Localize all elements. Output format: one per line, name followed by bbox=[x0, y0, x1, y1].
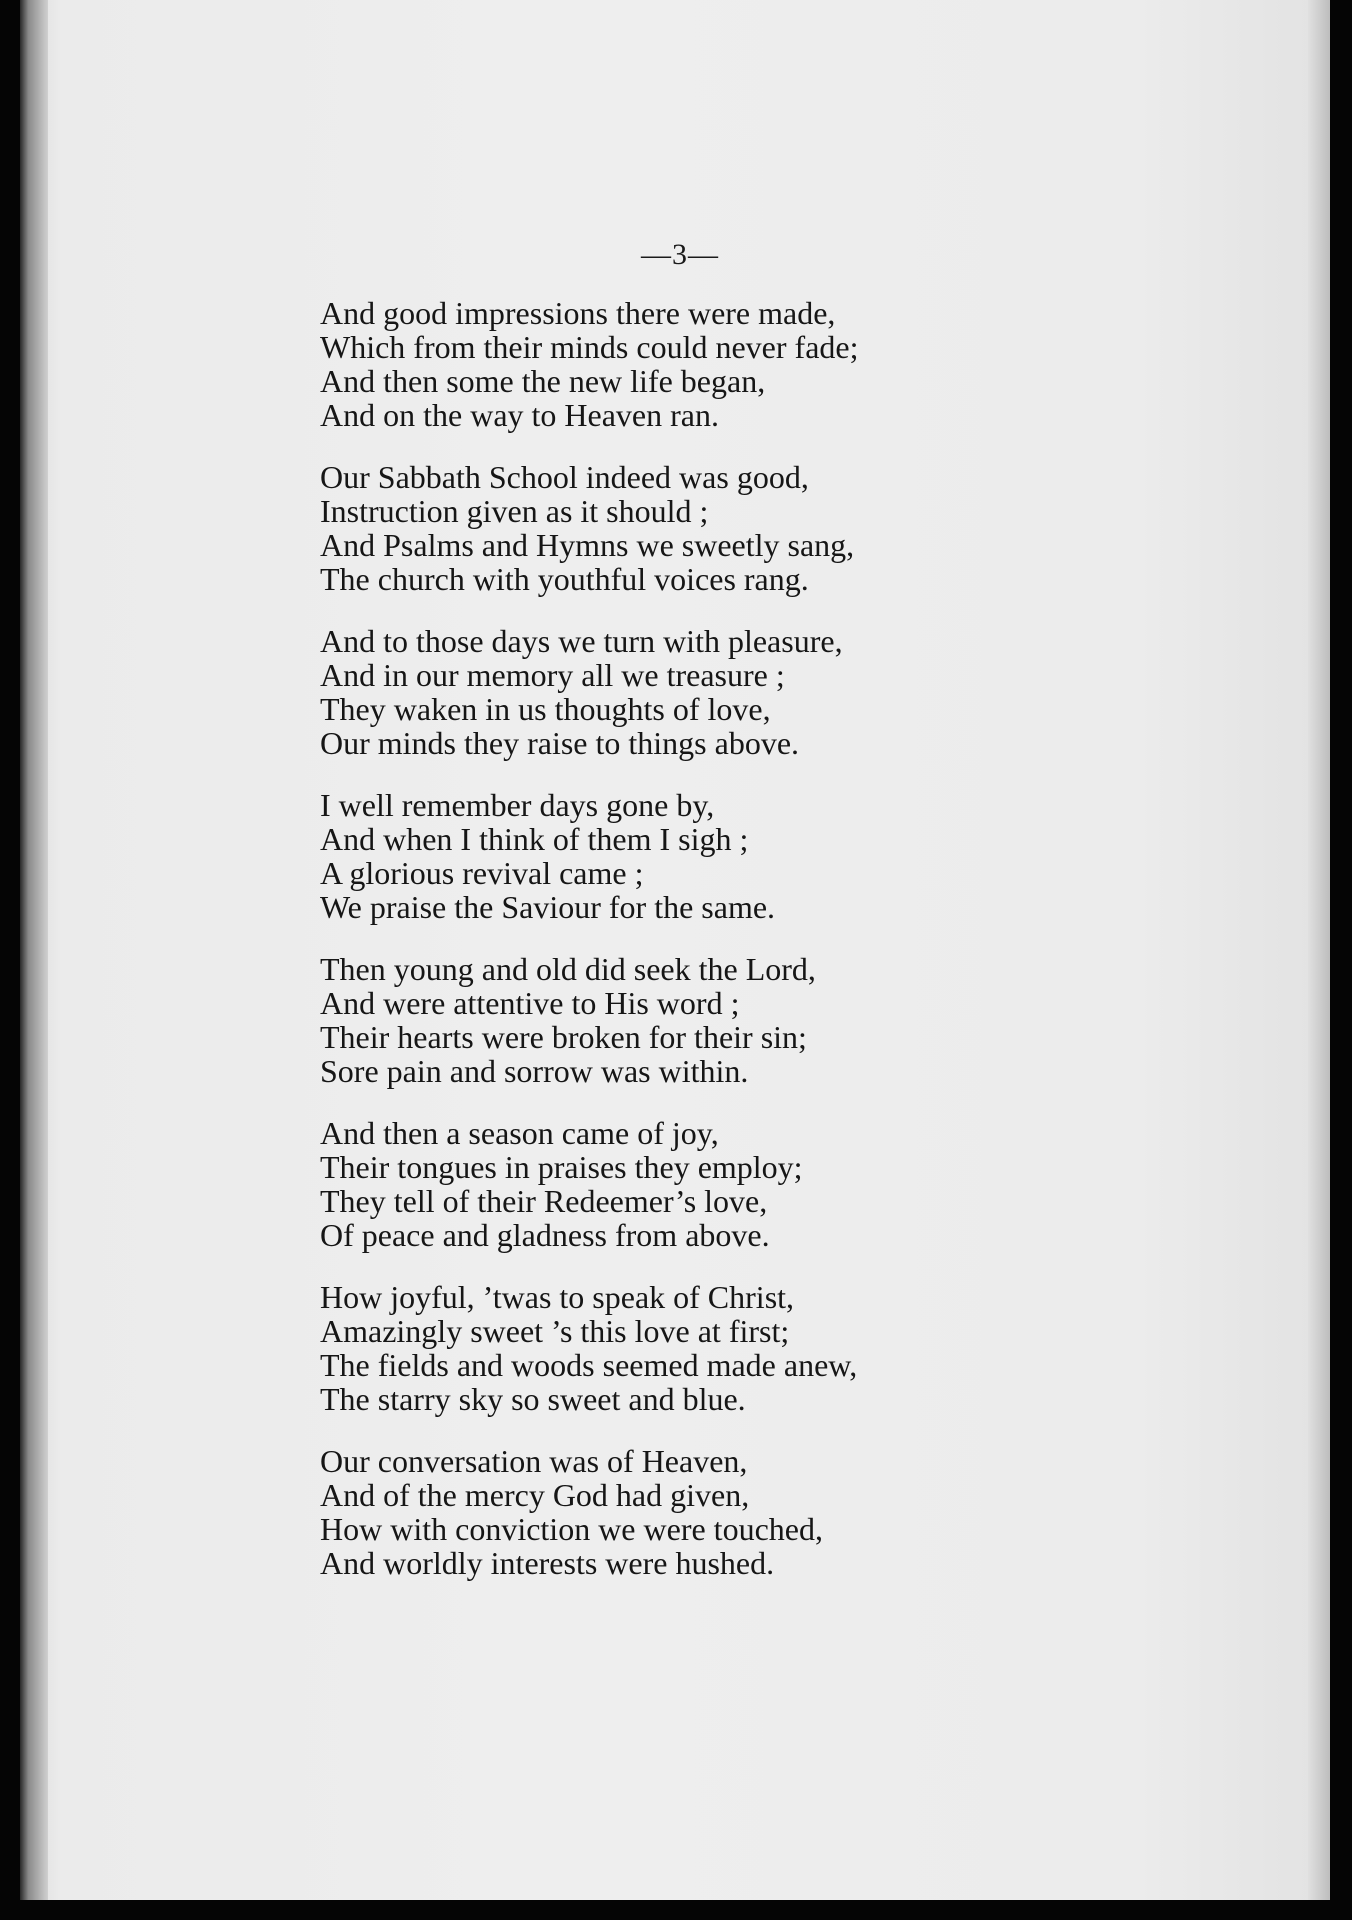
poem-line: Their hearts were broken for their sin; bbox=[320, 1019, 807, 1055]
poem-line: Their tongues in praises they employ; bbox=[320, 1149, 803, 1185]
poem-line: The fields and woods seemed made anew, bbox=[320, 1347, 858, 1383]
poem-line: How joyful, ’twas to speak of Christ, bbox=[320, 1279, 795, 1315]
poem-line: Then young and old did seek the Lord, bbox=[320, 951, 816, 987]
poem-line: And worldly interests were hushed. bbox=[320, 1545, 775, 1581]
poem-line: Instruction given as it should ; bbox=[320, 493, 709, 529]
poem-line: And on the way to Heaven ran. bbox=[320, 397, 719, 433]
page-right-edge bbox=[1308, 0, 1330, 1900]
poem-line: They tell of their Redeemer’s love, bbox=[320, 1183, 768, 1219]
poem-line: Our Sabbath School indeed was good, bbox=[320, 459, 809, 495]
poem-line: And in our memory all we treasure ; bbox=[320, 657, 785, 693]
poem-line: How with conviction we were touched, bbox=[320, 1511, 823, 1547]
book-page bbox=[20, 0, 1330, 1900]
page-number: —3— bbox=[641, 238, 719, 271]
poem-line: We praise the Saviour for the same. bbox=[320, 889, 776, 925]
poem-line: Amazingly sweet ’s this love at first; bbox=[320, 1313, 790, 1349]
poem-line: Our conversation was of Heaven, bbox=[320, 1443, 748, 1479]
poem-line: And of the mercy God had given, bbox=[320, 1477, 750, 1513]
poem-line: And then a season came of joy, bbox=[320, 1115, 719, 1151]
poem-line: And then some the new life began, bbox=[320, 363, 766, 399]
stanza-2 bbox=[320, 460, 1080, 596]
stanza-4 bbox=[320, 788, 1080, 924]
poem-line: Our minds they raise to things above. bbox=[320, 725, 800, 761]
stanza-3 bbox=[320, 624, 1080, 760]
stanza-1 bbox=[320, 296, 1080, 432]
poem-line: I well remember days gone by, bbox=[320, 787, 715, 823]
poem-line: And when I think of them I sigh ; bbox=[320, 821, 749, 857]
poem-line: The church with youthful voices rang. bbox=[320, 561, 809, 597]
stanza-5 bbox=[320, 952, 1080, 1088]
poem-line: And Psalms and Hymns we sweetly sang, bbox=[320, 527, 855, 563]
poem-line: And were attentive to His word ; bbox=[320, 985, 740, 1021]
poem-body bbox=[320, 296, 1080, 1608]
stanza-8 bbox=[320, 1444, 1080, 1580]
poem-line: Which from their minds could never fade; bbox=[320, 329, 859, 365]
poem-line: They waken in us thoughts of love, bbox=[320, 691, 771, 727]
page-spine-shadow bbox=[20, 0, 48, 1900]
poem-line: The starry sky so sweet and blue. bbox=[320, 1381, 746, 1417]
stanza-6 bbox=[320, 1116, 1080, 1252]
poem-line: Of peace and gladness from above. bbox=[320, 1217, 770, 1253]
poem-line: And to those days we turn with pleasure, bbox=[320, 623, 843, 659]
stanza-7 bbox=[320, 1280, 1080, 1416]
poem-line: Sore pain and sorrow was within. bbox=[320, 1053, 749, 1089]
poem-line: And good impressions there were made, bbox=[320, 295, 836, 331]
poem-line: A glorious revival came ; bbox=[320, 855, 644, 891]
